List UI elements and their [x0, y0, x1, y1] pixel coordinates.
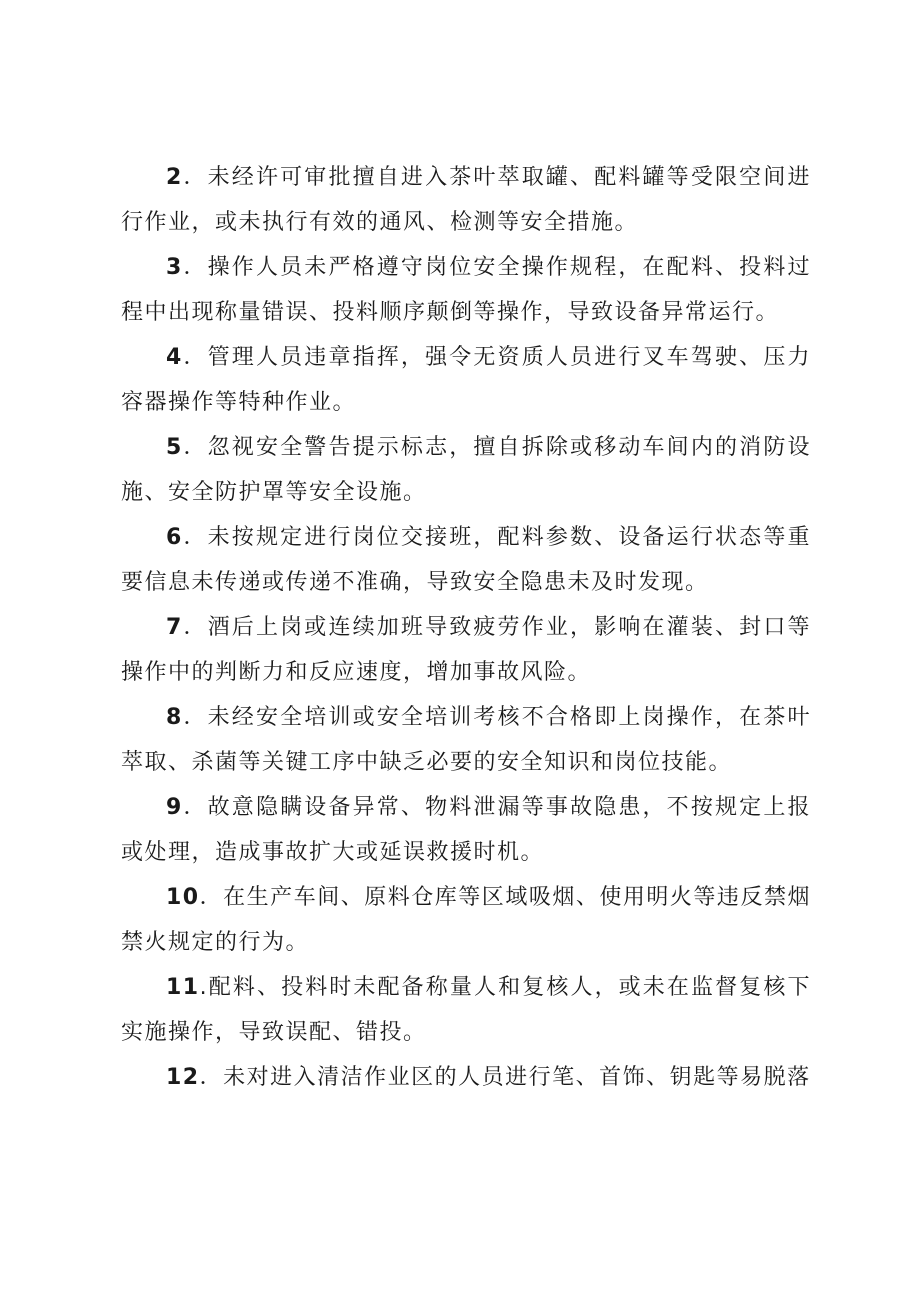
list-item — [121, 785, 811, 875]
item-separator: ． — [199, 1065, 224, 1090]
document-body — [121, 155, 811, 1100]
list-item — [121, 875, 811, 965]
item-number: 5 — [166, 435, 183, 460]
item-number: 2 — [166, 165, 183, 190]
item-text: 忽视安全警告提示标志，擅自拆除或移动车间内的消防设施、安全防护罩等安全设施。 — [121, 435, 811, 505]
list-item — [121, 695, 811, 785]
list-item — [121, 425, 811, 515]
item-number: 3 — [166, 255, 183, 280]
item-number: 10 — [166, 885, 200, 910]
item-text: 未按规定进行岗位交接班，配料参数、设备运行状态等重要信息未传递或传递不准确，导致安全隐患未及时发现。 — [121, 525, 811, 595]
item-separator: ． — [182, 255, 208, 280]
item-separator: ． — [182, 525, 208, 550]
item-text: 酒后上岗或连续加班导致疲劳作业，影响在灌装、封口等操作中的判断力和反应速度，增加事故风险。 — [121, 615, 811, 685]
item-text: 未经许可审批擅自进入茶叶萃取罐、配料罐等受限空间进行作业，或未执行有效的通风、检测等安全措施。 — [121, 165, 811, 235]
item-text: 未对进入清洁作业区的人员进行笔、首饰、钥匙等易脱落 — [223, 1065, 811, 1090]
item-text: 操作人员未严格遵守岗位安全操作规程，在配料、投料过程中出现称量错误、投料顺序颠倒等操作，导致设备异常运行。 — [121, 255, 811, 325]
list-item — [121, 965, 811, 1055]
item-separator: ． — [182, 795, 208, 820]
item-number: 6 — [166, 525, 183, 550]
item-separator: ． — [182, 615, 208, 640]
item-text: 在生产车间、原料仓库等区域吸烟、使用明火等违反禁烟禁火规定的行为。 — [121, 885, 811, 955]
item-number: 12 — [166, 1065, 200, 1090]
item-separator: ． — [199, 885, 224, 910]
item-number: 7 — [166, 615, 183, 640]
list-item — [121, 335, 811, 425]
item-number: 4 — [166, 345, 183, 370]
item-separator: ． — [182, 705, 208, 730]
list-item — [121, 1055, 811, 1100]
item-number: 9 — [166, 795, 183, 820]
item-separator: ． — [182, 435, 208, 460]
item-number: 11 — [166, 975, 200, 1000]
list-item — [121, 605, 811, 695]
item-text: 配料、投料时未配备称量人和复核人，或未在监督复核下实施操作，导致误配、错投。 — [121, 975, 811, 1045]
item-separator: ． — [182, 165, 208, 190]
item-text: 未经安全培训或安全培训考核不合格即上岗操作，在茶叶萃取、杀菌等关键工序中缺乏必要的安全知识和岗位技能。 — [121, 705, 811, 775]
list-item — [121, 155, 811, 245]
item-text: 管理人员违章指挥，强令无资质人员进行叉车驾驶、压力容器操作等特种作业。 — [121, 345, 811, 415]
item-text: 故意隐瞒设备异常、物料泄漏等事故隐患，不按规定上报或处理，造成事故扩大或延误救援时机。 — [121, 795, 811, 865]
item-number: 8 — [166, 705, 183, 730]
list-item — [121, 515, 811, 605]
list-item — [121, 245, 811, 335]
item-separator: ． — [182, 345, 208, 370]
item-separator: . — [199, 975, 209, 1000]
